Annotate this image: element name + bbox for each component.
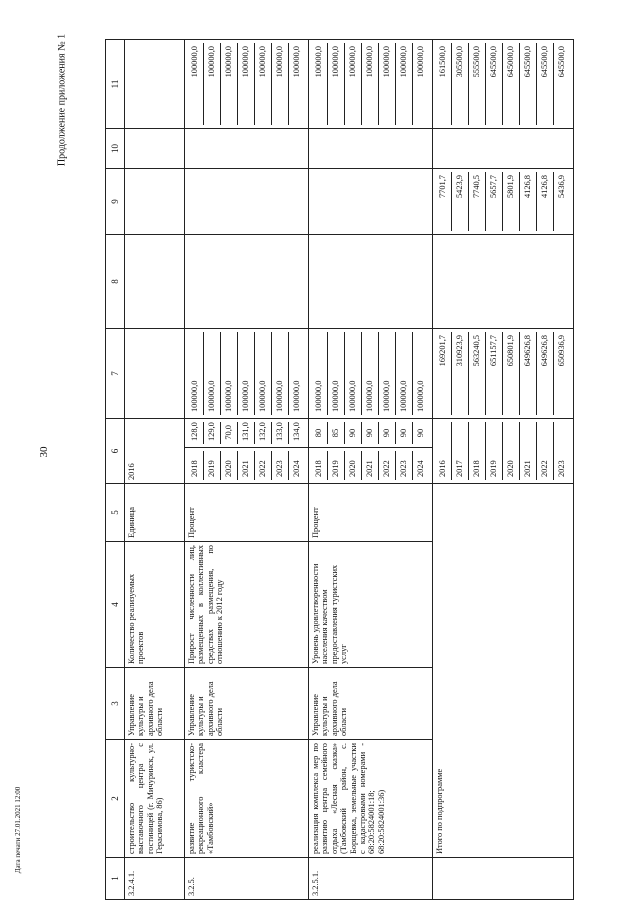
header-col-3: 3: [106, 668, 125, 740]
header-col-10: 10: [106, 129, 125, 169]
indicator-value: 128,0: [187, 422, 204, 444]
value-col11: 100000,0: [396, 43, 413, 125]
value-col9: 5436,9: [557, 175, 566, 199]
indicator-value: 90: [396, 422, 413, 444]
value-col7: 100000,0: [396, 332, 413, 415]
value-col9: [185, 169, 309, 235]
value-col11: 645500,0: [537, 43, 554, 125]
executor: Управление культуры и архивного дела области: [309, 668, 433, 740]
value-col9: 4126,8: [537, 172, 554, 231]
table-row: [185, 40, 309, 900]
table-row: [125, 40, 185, 900]
total-label: Итого по подпрограмме: [433, 484, 574, 858]
appendix-continuation-note: Продолжение приложения № 1: [56, 33, 68, 167]
value-col10: [309, 129, 433, 169]
years-stack: [185, 448, 309, 484]
value-col11: 645500,0: [520, 43, 537, 125]
unit: Процент: [309, 484, 433, 542]
year: 2018: [187, 451, 204, 480]
value-col11: 305500,0: [452, 43, 469, 125]
value-col11: 100000,0: [255, 43, 272, 125]
indicator-value: 131,0: [238, 422, 255, 444]
page-number: 30: [38, 446, 50, 458]
value-col7: [125, 329, 185, 419]
program-measures-table: [105, 39, 574, 900]
value-col11: 100000,0: [345, 43, 362, 125]
value-col7: 650936,9: [557, 335, 566, 367]
value-col8: [433, 235, 574, 329]
value-col11: 100000,0: [292, 46, 301, 78]
value-col11: 100000,0: [328, 43, 345, 125]
col11-stack: [185, 40, 309, 129]
value-col9: 5801,9: [503, 172, 520, 231]
value-col9: 4126,8: [520, 172, 537, 231]
value-col8: [125, 235, 185, 329]
print-date: Дата печати 27.01.2021 12:00: [14, 786, 22, 874]
indicator-value: 85: [328, 422, 345, 444]
value-col7: 100000,0: [328, 332, 345, 415]
col7-stack: [309, 329, 433, 419]
value-col11: 100000,0: [238, 43, 255, 125]
indicator-value: 90: [379, 422, 396, 444]
years-stack: [309, 448, 433, 484]
header-col-2: 2: [106, 740, 125, 858]
value-col10: [185, 129, 309, 169]
executor: Управление культуры и архивного дела области: [185, 668, 309, 740]
value-col11: 100000,0: [204, 43, 221, 125]
row-number: [433, 858, 574, 900]
indicator-value: 90: [345, 422, 362, 444]
header-col-11: 11: [106, 40, 125, 129]
year: 2023: [557, 460, 566, 477]
year: 2020: [503, 422, 520, 480]
value-col9: 5657,7: [486, 172, 503, 231]
col11-stack: [309, 40, 433, 129]
value-col7: 650801,9: [503, 332, 520, 415]
year: 2019: [204, 451, 221, 480]
header-col-1: 1: [106, 858, 125, 900]
unit: Единица: [125, 484, 185, 542]
year: 2024: [416, 460, 425, 477]
year: 2020: [345, 451, 362, 480]
header-col-8: 8: [106, 235, 125, 329]
year: 2017: [452, 422, 469, 480]
value-col7: 649626,8: [520, 332, 537, 415]
indicator-value: 80: [311, 422, 328, 444]
value-col7: 169201,7: [435, 332, 452, 415]
column-number-header: [106, 40, 125, 900]
indicator: Уровень удовлетворенности населения качеством предоставления туристских услуг: [309, 542, 433, 668]
value-col11: 100000,0: [379, 43, 396, 125]
value-col7: 651157,7: [486, 332, 503, 415]
value-col7: 100000,0: [345, 332, 362, 415]
indicator-value: 133,0: [272, 422, 289, 444]
value-col11: 100000,0: [221, 43, 238, 125]
year: 2021: [520, 422, 537, 480]
year: 2018: [469, 422, 486, 480]
year: 2021: [362, 451, 379, 480]
year: 2019: [486, 422, 503, 480]
indicator-value: 70,0: [221, 422, 238, 444]
year: 2023: [396, 451, 413, 480]
header-col-5: 5: [106, 484, 125, 542]
value-col9: 5423,9: [452, 172, 469, 231]
value-col11: 645500,0: [557, 46, 566, 78]
year: 2024: [292, 460, 301, 477]
value-col7: 100000,0: [379, 332, 396, 415]
value-col11: 100000,0: [362, 43, 379, 125]
value-col7: 310923,9: [452, 332, 469, 415]
value-col11: 161500,0: [435, 43, 452, 125]
value-col7: 100000,0: [416, 380, 425, 412]
year: 2016: [435, 422, 452, 480]
header-col-4: 4: [106, 542, 125, 668]
measure-name: развитие туристско-рекреационного кластера «Тамбовский»: [185, 740, 309, 858]
col9-stack: [433, 169, 574, 235]
year: 2021: [238, 451, 255, 480]
measure-name: реализация комплекса мер по развитию центра семейного отдыха «Лесная сказка» (Тамбовский район, с. Борщевка, земельные участки с кадастровыми номерами - 68:20:5824001:18; 68:20:5824001:36): [309, 740, 433, 858]
row-number: 3.2.4.1.: [125, 858, 185, 900]
table-wrapper: [105, 40, 603, 900]
indicator-values-stack: [309, 419, 433, 448]
indicator-value: 134,0: [292, 422, 301, 441]
value-col9: 7740,5: [469, 172, 486, 231]
indicator-value: 129,0: [204, 422, 221, 444]
year-cell: 2016: [125, 419, 185, 484]
value-col7: 649626,8: [537, 332, 554, 415]
year: 2022: [379, 451, 396, 480]
value-col11: 100000,0: [311, 43, 328, 125]
value-col7: 100000,0: [187, 332, 204, 415]
value-col11: 645500,0: [486, 43, 503, 125]
col11-stack: [433, 40, 574, 129]
value-col11: 100000,0: [416, 46, 425, 78]
header-col-9: 9: [106, 169, 125, 235]
measure-name: строительство культурно-выставочного центра с гостиницей (г. Мичуринск, ул. Герасимова, 86): [125, 740, 185, 858]
indicator-value: 90: [362, 422, 379, 444]
value-col8: [309, 235, 433, 329]
value-col7: 100000,0: [238, 332, 255, 415]
year: 2020: [221, 451, 238, 480]
value-col7: 100000,0: [221, 332, 238, 415]
year: 2022: [537, 422, 554, 480]
col7-stack: [433, 329, 574, 419]
value-col11: 100000,0: [272, 43, 289, 125]
indicator: Прирост численности лиц, размещенных в коллективных средствах размещения, по отношению к 2012 году: [185, 542, 309, 668]
year: 2019: [328, 451, 345, 480]
value-col9: [309, 169, 433, 235]
value-col11: 100000,0: [187, 43, 204, 125]
year: 2023: [272, 451, 289, 480]
value-col10: [125, 129, 185, 169]
value-col11: [125, 40, 185, 129]
value-col9: 7701,7: [435, 172, 452, 231]
indicator-values-stack: [185, 419, 309, 448]
value-col11: 555500,0: [469, 43, 486, 125]
indicator-value: 132,0: [255, 422, 272, 444]
col7-stack: [185, 329, 309, 419]
indicator: Количество реализуемых проектов: [125, 542, 185, 668]
value-col7: 100000,0: [204, 332, 221, 415]
row-number: 3.2.5.1.: [309, 858, 433, 900]
indicator-value: 90: [416, 428, 425, 438]
table-row: [309, 40, 433, 900]
value-col9: [125, 169, 185, 235]
value-col7: 563240,5: [469, 332, 486, 415]
value-col7: 100000,0: [272, 332, 289, 415]
executor: Управление культуры и архивного дела области: [125, 668, 185, 740]
year: 2018: [311, 451, 328, 480]
value-col11: 645000,0: [503, 43, 520, 125]
year: 2022: [255, 451, 272, 480]
header-col-6: 6: [106, 419, 125, 484]
unit: Процент: [185, 484, 309, 542]
value-col7: 100000,0: [362, 332, 379, 415]
value-col7: 100000,0: [292, 380, 301, 412]
value-col8: [185, 235, 309, 329]
rotated-table-container: [105, 40, 603, 900]
header-col-7: 7: [106, 329, 125, 419]
value-col10: [433, 129, 574, 169]
total-row: [433, 40, 574, 900]
row-number: 3.2.5.: [185, 858, 309, 900]
years-stack: [433, 419, 574, 484]
value-col7: 100000,0: [311, 332, 328, 415]
value-col7: 100000,0: [255, 332, 272, 415]
